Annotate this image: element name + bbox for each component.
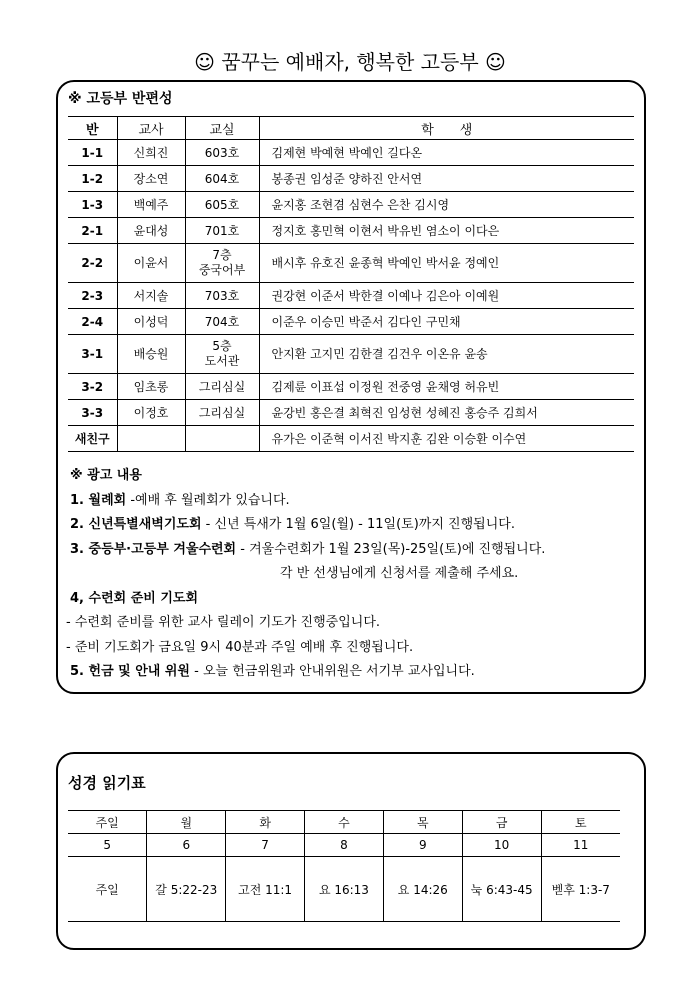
announcement-title: 5. 헌금 및 안내 위원 — [70, 664, 190, 679]
header-students: 학 생 — [259, 117, 634, 140]
table-row — [68, 244, 634, 283]
reading-passages-cell: 눅 6:43-45 — [462, 857, 541, 922]
room-line: 5층 — [212, 339, 232, 353]
room-cell — [185, 400, 259, 426]
reading-days-cell: 수 — [305, 811, 384, 834]
reading-dates-cell: 6 — [147, 834, 226, 857]
announcement-item — [66, 636, 545, 661]
students-cell: 윤지홍 조현겸 심현수 은찬 김시영 — [259, 192, 634, 218]
reading-days-cell: 주일 — [68, 811, 147, 834]
students-cell: 이준우 이승민 박준서 김다인 구민채 — [259, 309, 634, 335]
room-cell — [185, 140, 259, 166]
room-cell — [185, 218, 259, 244]
table-row — [68, 426, 634, 452]
teacher-cell: 서지솔 — [117, 283, 185, 309]
announcement-item — [70, 513, 545, 538]
room-line: 603호 — [204, 146, 240, 160]
reading-passages-cell: 요 16:13 — [305, 857, 384, 922]
reading-days-cell: 금 — [462, 811, 541, 834]
class-cell: 1-2 — [68, 166, 117, 192]
bible-reading-box — [56, 752, 646, 950]
students-cell: 배시후 유호진 윤종혁 박예인 박서윤 정예인 — [259, 244, 634, 283]
students-cell: 김제현 박예현 박예인 길다온 — [259, 140, 634, 166]
announcement-text: - 준비 기도회가 금요일 9시 40분과 주일 예배 후 진행됩니다. — [66, 639, 414, 655]
reading-days-cell: 토 — [541, 811, 620, 834]
class-cell: 새친구 — [68, 426, 117, 452]
teacher-cell: 이정호 — [117, 400, 185, 426]
teacher-cell: 장소연 — [117, 166, 185, 192]
reading-passages-row — [68, 857, 620, 922]
room-cell — [185, 166, 259, 192]
announcement-text: - 신년 특새가 1월 6일(월) - 11일(토)까지 진행됩니다. — [201, 517, 515, 532]
table-row — [68, 166, 634, 192]
room-line: 703호 — [204, 289, 240, 303]
students-cell: 봉종권 임성준 양하진 안서연 — [259, 166, 634, 192]
table-row — [68, 192, 634, 218]
reading-table — [68, 810, 620, 922]
announcement-title: 1. 월례회 — [70, 492, 127, 508]
teacher-cell: 윤대성 — [117, 218, 185, 244]
reading-passages-cell: 주일 — [68, 857, 147, 922]
students-cell: 윤강빈 홍은결 최혁진 임성현 성혜진 홍승주 김희서 — [259, 400, 634, 426]
reading-days-cell: 월 — [147, 811, 226, 834]
students-cell: 김제륜 이표섭 이정원 전중영 윤채영 허유빈 — [259, 374, 634, 400]
students-cell: 권강현 이준서 박한결 이예나 김은아 이예원 — [259, 283, 634, 309]
room-line: 704호 — [204, 315, 240, 329]
class-cell: 3-1 — [68, 335, 117, 374]
announcement-title: 2. 신년특별새벽기도회 — [70, 517, 202, 532]
header-class: 반 — [68, 117, 117, 140]
announcement-text: - 오늘 헌금위원과 안내위원은 서기부 교사입니다. — [190, 664, 475, 679]
reading-passages-cell: 고전 11:1 — [226, 857, 305, 922]
room-cell — [185, 309, 259, 335]
header-room: 교실 — [185, 117, 259, 140]
reading-dates-row — [68, 834, 620, 857]
class-cell: 3-3 — [68, 400, 117, 426]
announcement-title: 4, 수련회 준비 기도회 — [70, 590, 199, 606]
reading-days-row — [68, 811, 620, 834]
announcement-text: 각 반 선생님에게 신청서를 제출해 주세요. — [280, 566, 519, 581]
students-cell: 정지호 홍민혁 이현서 박유빈 염소이 이다은 — [259, 218, 634, 244]
class-cell: 3-2 — [68, 374, 117, 400]
announcement-item — [70, 587, 545, 612]
class-section-heading: ※ 고등부 반편성 — [68, 91, 173, 107]
page-title: ☺ 꿈꾸는 예배자, 행복한 고등부 ☺ — [194, 50, 506, 74]
class-cell: 2-3 — [68, 283, 117, 309]
room-cell — [185, 192, 259, 218]
announcements — [66, 464, 546, 685]
teacher-cell: 백예주 — [117, 192, 185, 218]
reading-dates-cell: 10 — [462, 834, 541, 857]
reading-dates-cell: 11 — [541, 834, 620, 857]
teacher-cell: 이성덕 — [117, 309, 185, 335]
class-cell: 1-1 — [68, 140, 117, 166]
reading-dates-cell: 8 — [305, 834, 384, 857]
teacher-cell: 신희진 — [117, 140, 185, 166]
announcement-item — [70, 489, 545, 514]
class-cell: 2-4 — [68, 309, 117, 335]
table-row — [68, 309, 634, 335]
room-cell — [185, 426, 259, 452]
reading-heading: 성경 읽기표 — [68, 774, 146, 792]
teacher-cell: 임초롱 — [117, 374, 185, 400]
class-cell: 2-1 — [68, 218, 117, 244]
class-cell: 1-3 — [68, 192, 117, 218]
announcement-text: - 수련회 준비를 위한 교사 릴레이 기도가 진행중입니다. — [66, 615, 381, 630]
room-cell — [185, 244, 259, 283]
header-teacher: 교사 — [117, 117, 185, 140]
table-row — [68, 283, 634, 309]
table-row — [68, 140, 634, 166]
students-cell: 유가은 이준혁 이서진 박지훈 김완 이승환 이수연 — [259, 426, 634, 452]
room-line: 그리심실 — [198, 406, 246, 420]
students-cell: 안지환 고지민 김한결 김건우 이온유 윤송 — [259, 335, 634, 374]
teacher-cell: 배승원 — [117, 335, 185, 374]
announcement-item — [70, 562, 545, 587]
room-line: 그리심실 — [198, 380, 246, 394]
announcement-title: 3. 중등부·고등부 겨울수련회 — [70, 541, 237, 557]
announcement-text: -예배 후 월례회가 있습니다. — [126, 492, 290, 508]
room-line: 도서관 — [204, 354, 240, 368]
reading-dates-cell: 7 — [226, 834, 305, 857]
table-row — [68, 400, 634, 426]
room-cell — [185, 335, 259, 374]
teacher-cell: 이윤서 — [117, 244, 185, 283]
room-line: 604호 — [204, 172, 240, 186]
teacher-cell — [117, 426, 185, 452]
table-row — [68, 218, 634, 244]
announcement-text: - 겨울수련회가 1월 23일(목)-25일(토)에 진행됩니다. — [236, 541, 546, 557]
table-header-row — [68, 117, 634, 140]
announcement-item — [66, 611, 545, 636]
room-line: 중국어부 — [198, 263, 246, 277]
reading-dates-cell: 5 — [68, 834, 147, 857]
reading-passages-cell: 요 14:26 — [383, 857, 462, 922]
room-cell — [185, 374, 259, 400]
announcement-item — [70, 538, 545, 563]
table-row — [68, 374, 634, 400]
room-line: 605호 — [204, 198, 240, 212]
class-announcement-box — [56, 80, 646, 694]
reading-days-cell: 목 — [383, 811, 462, 834]
reading-passages-cell: 갈 5:22-23 — [147, 857, 226, 922]
reading-dates-cell: 9 — [383, 834, 462, 857]
room-cell — [185, 283, 259, 309]
announcement-item — [70, 660, 545, 685]
reading-passages-cell: 벧후 1:3-7 — [541, 857, 620, 922]
table-row — [68, 335, 634, 374]
room-line: 701호 — [204, 224, 240, 238]
room-line: 7층 — [212, 248, 232, 262]
announcements-heading: ※ 광고 내용 — [70, 468, 142, 483]
reading-days-cell: 화 — [226, 811, 305, 834]
class-cell: 2-2 — [68, 244, 117, 283]
class-table — [68, 116, 634, 452]
